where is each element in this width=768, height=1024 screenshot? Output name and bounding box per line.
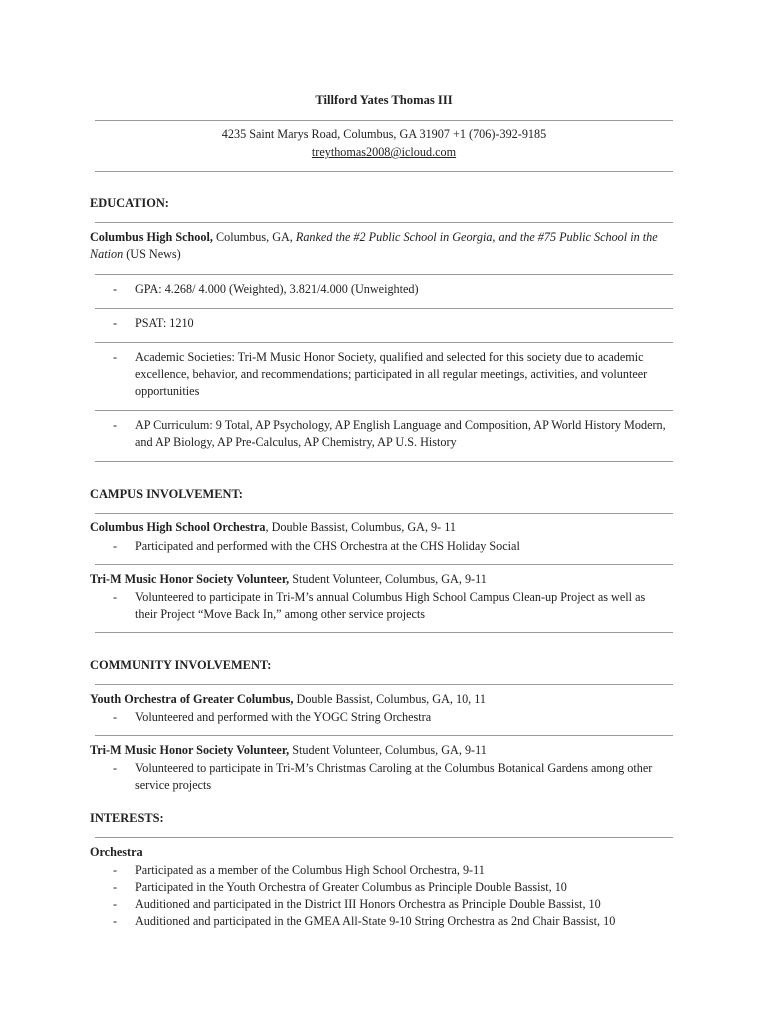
bullet-dash: -: [113, 761, 118, 775]
yogc-entry: [90, 691, 670, 708]
interest-item: Participated in the Youth Orchestra of Greater Columbus as Principle Double Bassist, 10: [135, 880, 567, 894]
bullet-dash: -: [113, 863, 118, 877]
list-item: [90, 538, 670, 555]
school-location: Columbus, GA,: [212, 230, 296, 244]
bullet-dash: -: [113, 418, 118, 432]
applicant-name: Tillford Yates Thomas III: [315, 93, 453, 107]
interests-subheading: Orchestra: [90, 845, 143, 859]
list-item: [90, 589, 670, 621]
school-rank: Ranked the #2 Public School in Georgia, and the #75 Public School in the Nation: [90, 230, 658, 261]
trim-campus-title: Tri-M Music Honor Society Volunteer,: [90, 572, 290, 586]
list-item: [90, 862, 670, 879]
list-item: [90, 896, 670, 913]
bullet-dash: -: [113, 880, 118, 894]
list-item: [90, 879, 670, 896]
school-name: Columbus High School,: [90, 230, 213, 244]
list-item: [90, 760, 670, 792]
divider: [95, 735, 673, 736]
interest-item: Auditioned and participated in the District III Honors Orchestra as Principle Double Bassist, 10: [135, 897, 601, 911]
bullet-dash: -: [113, 350, 118, 364]
school-entry: [90, 229, 670, 263]
divider: [95, 222, 673, 223]
divider: [95, 171, 673, 172]
societies-text: Academic Societies: Tri-M Music Honor Society, qualified and selected for this society due to academic excellence, behavior, and recommendations; participated in all regular meetings, activities, and volunteer opportunities: [135, 350, 648, 398]
orchestra-detail: , Double Bassist, Columbus, GA, 9- 11: [265, 520, 456, 534]
campus-heading: CAMPUS INVOLVEMENT:: [90, 487, 243, 501]
trim-community-entry: [90, 742, 670, 759]
yogc-detail: Double Bassist, Columbus, GA, 10, 11: [293, 692, 486, 706]
list-item: [90, 417, 670, 449]
orchestra-bullet-text: Participated and performed with the CHS Orchestra at the CHS Holiday Social: [135, 539, 520, 553]
email-link[interactable]: treythomas2008@icloud.com: [311, 145, 457, 159]
email-line: [0, 144, 768, 161]
list-item: [90, 913, 670, 930]
bullet-dash: -: [113, 710, 118, 724]
divider: [95, 684, 673, 685]
list-item: [90, 315, 670, 332]
divider: [95, 308, 673, 309]
divider: [95, 837, 673, 838]
contact-line: 4235 Saint Marys Road, Columbus, GA 31907 +1 (706)-392-9185: [221, 127, 547, 141]
bullet-dash: -: [113, 282, 118, 296]
yogc-title: Youth Orchestra of Greater Columbus,: [90, 692, 294, 706]
trim-campus-detail: Student Volunteer, Columbus, GA, 9-11: [289, 572, 487, 586]
list-item: [90, 281, 670, 298]
divider: [95, 632, 673, 633]
divider: [95, 274, 673, 275]
list-item: [90, 349, 670, 398]
school-source: (US News): [123, 247, 181, 261]
psat-text: PSAT: 1210: [135, 316, 194, 330]
ap-text: AP Curriculum: 9 Total, AP Psychology, AP English Language and Composition, AP World History Modern, and AP Biology, AP Pre-Calculus, AP Chemistry, AP U.S. History: [135, 418, 666, 449]
bullet-dash: -: [113, 539, 118, 553]
bullet-dash: -: [113, 914, 118, 928]
bullet-dash: -: [113, 590, 118, 604]
gpa-text: GPA: 4.268/ 4.000 (Weighted), 3.821/4.000 (Unweighted): [135, 282, 419, 296]
trim-campus-entry: [90, 571, 670, 588]
trim-community-title: Tri-M Music Honor Society Volunteer,: [90, 743, 290, 757]
divider: [95, 120, 673, 121]
trim-community-detail: Student Volunteer, Columbus, GA, 9-11: [289, 743, 487, 757]
divider: [95, 513, 673, 514]
orchestra-entry: [90, 519, 670, 536]
yogc-bullet-text: Volunteered and performed with the YOGC String Orchestra: [135, 710, 432, 724]
community-heading: COMMUNITY INVOLVEMENT:: [90, 658, 272, 672]
divider: [95, 564, 673, 565]
bullet-dash: -: [113, 897, 118, 911]
trim-campus-bullet-text: Volunteered to participate in Tri-M’s annual Columbus High School Campus Clean-up Project as well as their Project “Move Back In,” among other service projects: [135, 590, 646, 621]
interests-heading: INTERESTS:: [90, 811, 164, 825]
divider: [95, 342, 673, 343]
trim-community-bullet-text: Volunteered to participate in Tri-M’s Christmas Caroling at the Columbus Botanical Gardens among other service projects: [135, 761, 653, 792]
list-item: [90, 709, 670, 726]
bullet-dash: -: [113, 316, 118, 330]
interest-item: Auditioned and participated in the GMEA All-State 9-10 String Orchestra as 2nd Chair Bassist, 10: [135, 914, 616, 928]
education-heading: EDUCATION:: [90, 196, 169, 210]
orchestra-title: Columbus High School Orchestra: [90, 520, 266, 534]
divider: [95, 461, 673, 462]
interest-item: Participated as a member of the Columbus High School Orchestra, 9-11: [135, 863, 485, 877]
divider: [95, 410, 673, 411]
